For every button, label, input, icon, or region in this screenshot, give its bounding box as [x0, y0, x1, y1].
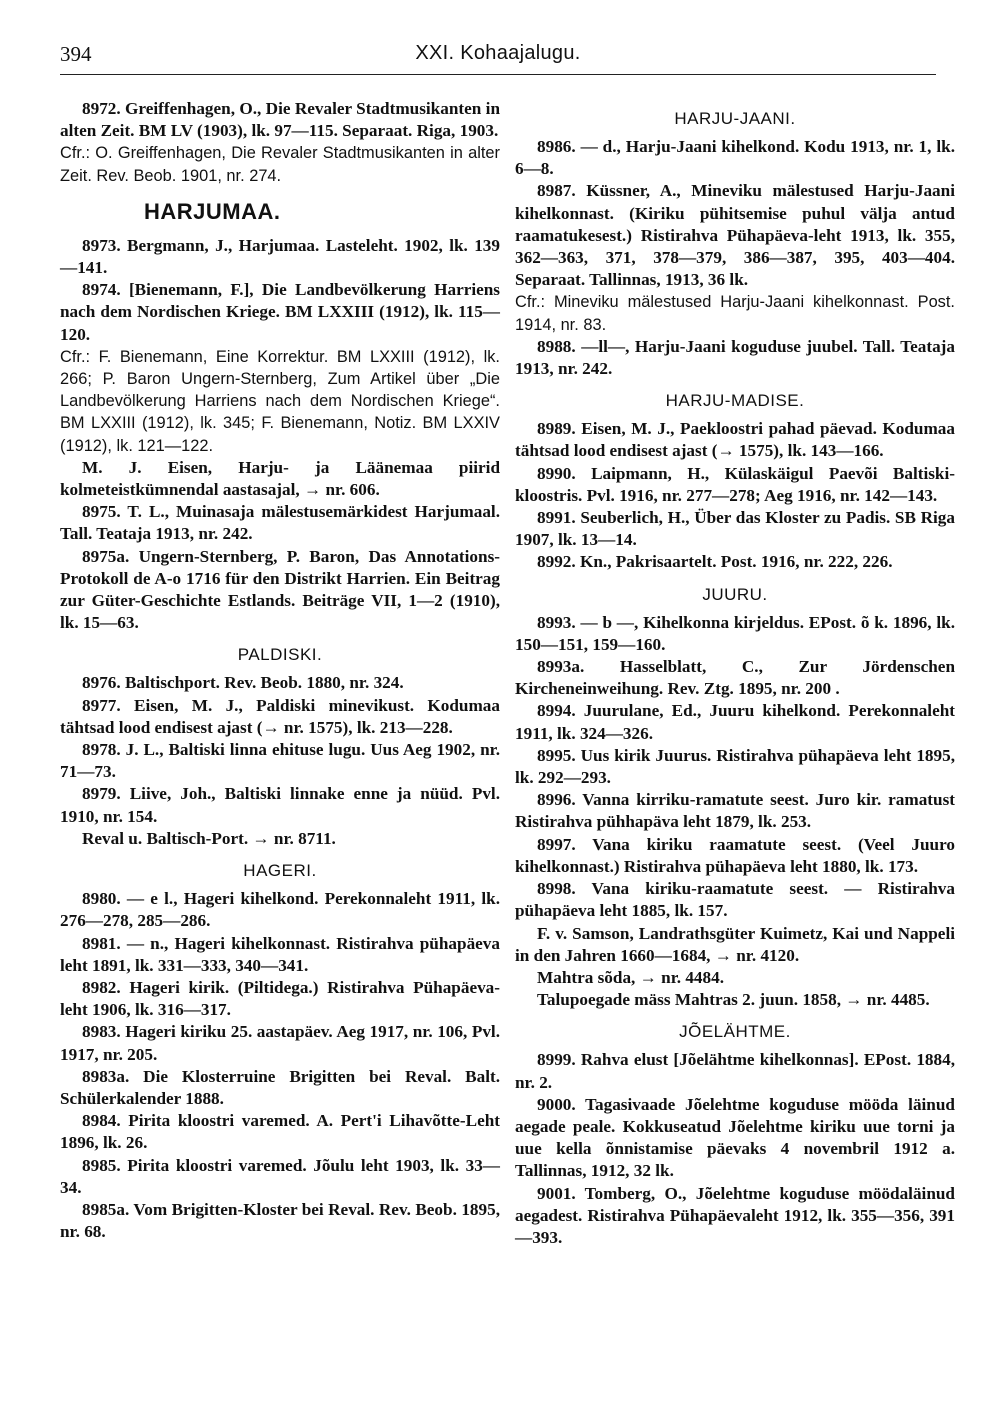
- bibliography-entry: 8982. Hageri kirik. (Piltidega.) Ristirahva Pühapäeva-leht 1906, lk. 316—317.: [60, 977, 500, 1020]
- bibliography-entry: 8977. Eisen, M. J., Paldiski minevikust. Kodumaa tähtsad lood endisest ajast (→ nr. 1575), lk. 213—228.: [60, 695, 500, 737]
- bibliography-entry: 8988. —ll—, Harju-Jaani koguduse juubel. Tall. Teataja 1913, nr. 242.: [515, 336, 955, 379]
- bibliography-entry: 8978. J. L., Baltiski linna ehituse lugu. Uus Aeg 1902, nr. 71—73.: [60, 740, 500, 782]
- running-title: XXI. Kohaajalugu.: [415, 42, 581, 64]
- bibliography-entry: 8985a. Vom Brigitten-Kloster bei Reval. Rev. Beob. 1895, nr. 68.: [60, 1199, 500, 1242]
- bibliography-entry: 8993a. Hasselblatt, C., Zur Jördenschen Kircheneinweihung. Rev. Ztg. 1895, nr. 200 .: [515, 657, 955, 699]
- bibliography-entry: 8981. — n., Hageri kihelkonnast. Ristirahva pühapäeva leht 1891, lk. 331—333, 340—341.: [60, 933, 500, 975]
- bibliography-entry: 8983a. Die Klosterruine Brigitten bei Reval. Balt. Schülerkalender 1888.: [60, 1066, 500, 1108]
- bibliography-entry: 8997. Vana kiriku raamatute seest. (Veel Juuro kihelkonnast.) Ristirahva pühapäeva leht 1880, lk. 173.: [515, 834, 955, 876]
- section-heading: HARJU-MADISE.: [665, 391, 805, 411]
- region-heading: HARJUMAA.: [144, 198, 281, 224]
- section-heading: HARJU-JAANI.: [674, 109, 796, 128]
- bibliography-entry: 8987. Küssner, A., Mineviku mälestused Harju-Jaani kihelkonnast. (Kiriku pühitsemise puhul välja antud raamatukesest.) Ristirahva Pühapäeva-leht 1913, lk. 355, 362—363, 371, 378—379, 386—387, 395, 403—404. Separaat. Tallinnas, 1913, 36 lk.: [515, 181, 955, 290]
- bibliography-entry: 8972. Greiffenhagen, O., Die Revaler Stadtmusikanten in alten Zeit. BM LV (1903), lk. 97—115. Separaat. Riga, 1903.: [60, 99, 500, 141]
- bibliography-entry: Talupoegade mäss Mahtras 2. juun. 1858, → nr. 4485.: [537, 990, 930, 1010]
- cross-reference: Cfr.: F. Bienemann, Eine Korrektur. BM LXXIII (1912), lk. 266; P. Baron Ungern-Sternberg, Zum Artikel über „Die Landbevölkerung Harriens nach dem Nordischen Kriege“. BM LXXIII (1912), lk. 345; F. Bienemann, Notiz. BM LXXIV (1912), lk. 121—122.: [60, 347, 500, 455]
- bibliography-entry: 8989. Eisen, M. J., Paekloostri pahad päevad. Kodumaa tähtsad lood endisest ajast (→ 1575), lk. 143—166.: [515, 419, 955, 461]
- bibliography-entry: Reval u. Baltisch-Port. → nr. 8711.: [82, 828, 336, 848]
- bibliography-entry: 9001. Tomberg, O., Jõelehtme koguduse möödaläinud aegadest. Ristirahva Pühapäevaleht 1912, lk. 355—356, 391—393.: [515, 1183, 955, 1247]
- bibliography-entry: 8995. Uus kirik Juurus. Ristirahva pühapäeva leht 1895, lk. 292—293.: [515, 745, 955, 788]
- bibliography-entry: 9000. Tagasivaade Jõelehtme koguduse mööda läinud aegade peale. Kokkuseatud Jõelehtme kiriku uue torni ja uue kella õnnistamise päevaks 4 novembril 1912 a. Tallinnas, 1912, 32 lk.: [515, 1094, 955, 1181]
- bibliography-entry: 8999. Rahva elust [Jõelähtme kihelkonnas]. EPost. 1884, nr. 2.: [515, 1050, 955, 1092]
- bibliography-entry: 8993. — b —, Kihelkonna kirjeldus. EPost. õ k. 1896, lk. 150—151, 159—160.: [515, 612, 955, 654]
- page-number: 394: [60, 42, 92, 66]
- section-heading: PALDISKI.: [237, 645, 323, 665]
- right-column: [515, 98, 955, 1249]
- bibliography-entry: 8985. Pirita kloostri varemed. Jõulu leht 1903, lk. 33—34.: [60, 1155, 500, 1197]
- bibliography-entry: F. v. Samson, Landrathsgüter Kuimetz, Kai und Nappeli in den Jahren 1660—1684, → nr. 4120.: [515, 923, 955, 965]
- bibliography-entry: Mahtra sõda, → nr. 4484.: [537, 967, 725, 987]
- section-heading: JUURU.: [702, 584, 768, 604]
- section-heading: JÕELÄHTME.: [679, 1022, 791, 1042]
- bibliography-entry: 8986. — d., Harju-Jaani kihelkond. Kodu 1913, nr. 1, lk. 6—8.: [515, 137, 955, 179]
- bibliography-entry: 8983. Hageri kiriku 25. aastapäev. Aeg 1917, nr. 106, Pvl. 1917, nr. 205.: [60, 1022, 500, 1064]
- page-header: [60, 38, 936, 75]
- bibliography-entry: 8980. — e l., Hageri kihelkond. Perekonnaleht 1911, lk. 276—278, 285—286.: [60, 889, 500, 931]
- bibliography-entry: 8994. Juurulane, Ed., Juuru kihelkond. Perekonnaleht 1911, lk. 324—326.: [515, 701, 955, 743]
- bibliography-entry: 8984. Pirita kloostri varemed. A. Pert'i Lihavõtte-Leht 1896, lk. 26.: [60, 1111, 500, 1153]
- bibliography-entry: 8996. Vanna kirriku-ramatute seest. Juro kir. ramatust Ristirahva pühhapäva leht 1879, lk. 253.: [515, 790, 955, 832]
- bibliography-entry: 8990. Laipmann, H., Külaskäigul Paevõi Baltiski-kloostris. Pvl. 1916, nr. 277—278; Aeg 1916, nr. 142—143.: [515, 463, 955, 505]
- bibliography-entry: M. J. Eisen, Harju- ja Läänemaa piirid kolmeteistkümnendal aastasajal, → nr. 606.: [60, 457, 500, 500]
- bibliography-entry: 8973. Bergmann, J., Harjumaa. Lasteleht. 1902, lk. 139—141.: [60, 235, 500, 278]
- bibliography-entry: 8974. [Bienemann, F.], Die Landbevölkerung Harriens nach dem Nordischen Kriege. BM LXXIII (1912), lk. 115—120.: [60, 280, 500, 344]
- bibliography-entry: 8975. T. L., Muinasaja mälestusemärkidest Harjumaal. Tall. Teataja 1913, nr. 242.: [60, 502, 500, 544]
- bibliography-entry: 8998. Vana kiriku-raamatute seest. — Ristirahva pühapäeva leht 1885, lk. 157.: [515, 879, 955, 921]
- bibliography-entry: 8975a. Ungern-Sternberg, P. Baron, Das Annotations-Protokoll de A-o 1716 für den Distrikt Harrien. Ein Beitrag zur Güter-Geschichte Estlands. Beiträge VII, 1—2 (1910), lk. 15—63.: [60, 546, 500, 633]
- cross-reference: Cfr.: O. Greiffenhagen, Die Revaler Stadtmusikanten in alter Zeit. Rev. Beob. 1901, nr. 274.: [60, 144, 500, 185]
- bibliography-entry: 8992. Kn., Pakrisaartelt. Post. 1916, nr. 222, 226.: [537, 552, 893, 572]
- cross-reference: Cfr.: Mineviku mälestused Harju-Jaani kihelkonnast. Post. 1914, nr. 83.: [515, 293, 955, 334]
- bibliography-entry: 8979. Liive, Joh., Baltiski linnake enne ja nüüd. Pvl. 1910, nr. 154.: [60, 784, 500, 826]
- section-heading: HAGERI.: [243, 861, 317, 881]
- left-column: [60, 98, 500, 1243]
- bibliography-entry: 8991. Seuberlich, H., Über das Kloster zu Padis. SB Riga 1907, lk. 13—14.: [515, 508, 955, 550]
- bibliography-entry: 8976. Baltischport. Rev. Beob. 1880, nr. 324.: [82, 673, 404, 693]
